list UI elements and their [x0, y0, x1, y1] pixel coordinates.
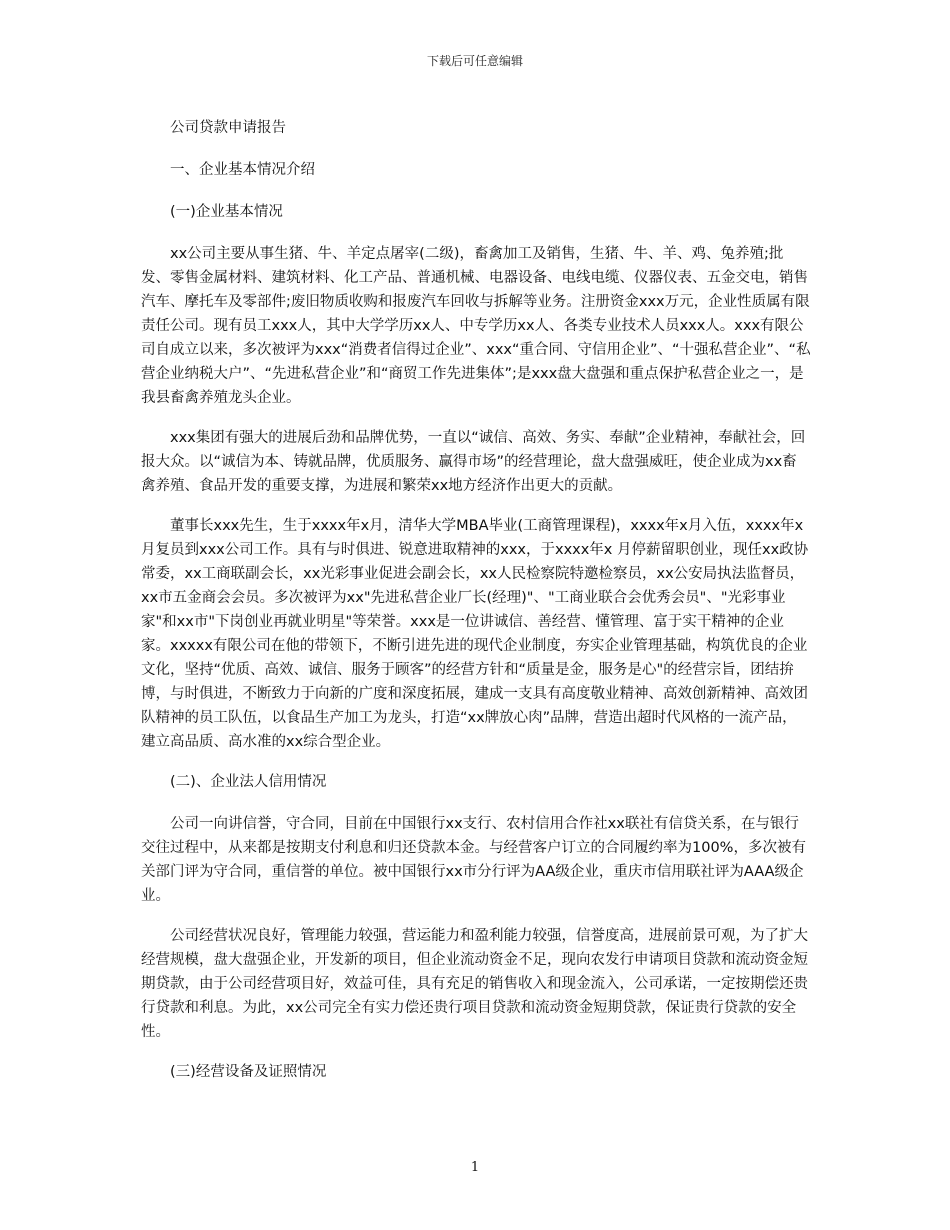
page-header-note: 下载后可任意编辑	[426, 54, 523, 68]
paragraph-chairman: 董事长xxx先生，生于xxxx年x月，清华大学MBA毕业(工商管理课程)，xxxx年x月入伍，xxxx年x月复员到xxx公司工作。具有与时俱进、锐意进取精神的xxx，于xxxx年x 月停薪留职创业，现任xx政协常委，xx工商联副会长，xx光彩事业促进会副会长，xx人民检察院特邀检察员，xx公安局执法监督员，xx市五金商会会员。多次被评为xx"先进私营企业厂长(经理)"、"工商业联合会优秀会员"、"光彩事业家"和xx市"下岗创业再就业明星"等荣誉。xxx是一位讲诚信、善经营、懂管理、富于实干精神的企业家。xxxxx有限公司在他的带领下，不断引进先进的现代企业制度，夯实企业管理基础，构筑优良的企业文化，坚持“优质、高效、诚信、服务于顾客”的经营方针和“质量是金，服务是心"的经营宗旨，团结拚博，与时俱进，不断致力于向新的广度和深度拓展，建成一支具有高度敬业精神、高效创新精神、高效团队精神的员工队伍，以食品生产加工为龙头，打造“xx牌放心肉”品牌，营造出超时代风格的一流产品，建立高品质、高水准的xx综合型企业。	[141, 518, 809, 750]
document-body	[141, 116, 811, 1102]
section-heading-1: 一、企业基本情况介绍	[170, 162, 315, 178]
paragraph-company-overview: xx公司主要从事生猪、牛、羊定点屠宰(二级)，畜禽加工及销售，生猪、牛、羊、鸡、兔养殖;批发、零售金属材料、建筑材料、化工产品、普通机械、电器设备、电线电缆、仪器仪表、五金交电，销售汽车、摩托车及零部件;废旧物质收购和报废汽车回收与拆解等业务。注册资金xxx万元，企业性质属有限责任公司。现有员工xxx人，其中大学学历xx人、中专学历xx人、各类专业技术人员xxx人。xxx有限公司自成立以来，多次被评为xxx“消费者信得过企业”、xxx“重合同、守信用企业”、“十强私营企业”、“私营企业纳税大户”、“先进私营企业”和“商贸工作先进集体”;是xxx盘大盘强和重点保护私营企业之一，是我县畜禽养殖龙头企业。	[141, 246, 811, 406]
paragraph-operation: 公司经营状况良好，管理能力较强，营运能力和盈利能力较强，信誉度高，进展前景可观，为了扩大经营规模，盘大盘强企业，开发新的项目，但企业流动资金不足，现向农发行申请项目贷款和流动资金短期贷款，由于公司经营项目好，效益可佳，具有充足的销售收入和现金流入，公司承诺，一定按期偿还贵行贷款和利息。为此，xx公司完全有实力偿还贵行项目贷款和流动资金短期贷款，保证贵行贷款的安全性。	[141, 928, 808, 1040]
subsection-heading-1: (一)企业基本情况	[170, 204, 283, 220]
page-number: 1	[470, 1160, 480, 1175]
document-title: 公司贷款申请报告	[170, 120, 286, 136]
subsection-heading-3: (三)经营设备及证照情况	[170, 1064, 327, 1080]
paragraph-credit: 公司一向讲信誉，守合同，目前在中国银行xx支行、农村信用合作社xx联社有信贷关系，在与银行交往过程中，从来都是按期支付利息和归还贷款本金。与经营客户订立的合同履约率为100%，多次被有关部门评为守合同，重信誉的单位。被中国银行xx市分行评为AA级企业，重庆市信用联社评为AAA级企业。	[141, 816, 806, 904]
subsection-heading-2: (二)、企业法人信用情况	[170, 774, 327, 790]
paragraph-group-brand: xxx集团有强大的进展后劲和品牌优势，一直以“诚信、高效、务实、奉献”企业精神，奉献社会，回报大众。以“诚信为本、铸就品牌，优质服务、赢得市场”的经营理论，盘大盘强威旺，使企业成为xx畜禽养殖、食品开发的重要支撑，为进展和繁荣xx地方经济作出更大的贡献。	[141, 430, 806, 494]
